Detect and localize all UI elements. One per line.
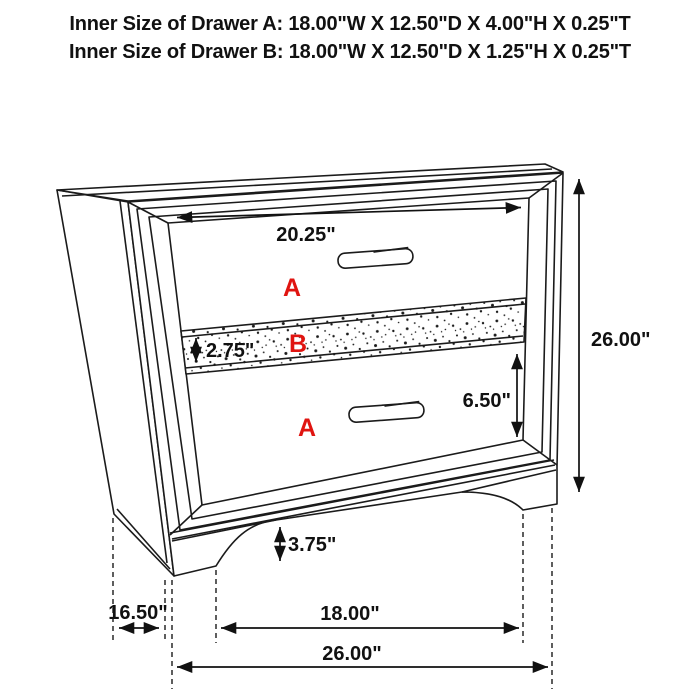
dim-overall-height-value: 26.00" — [591, 329, 651, 351]
dim-band-height-value: 2.75" — [206, 340, 255, 362]
dim-overall-width-value: 26.00" — [322, 643, 382, 665]
bottom-drawer-label: A — [297, 414, 317, 442]
band-label: B — [288, 330, 308, 358]
drawer-b-spec-text: Inner Size of Drawer B: 18.00"W X 12.50"D X 1.25"H X 0.25"T — [69, 41, 631, 63]
drawer-a-spec-text: Inner Size of Drawer A: 18.00"W X 12.50"D X 4.00"H X 0.25"T — [69, 13, 631, 35]
dim-foot-height-value: 3.75" — [288, 534, 337, 556]
dim-bottom-drawer-height-value: 6.50" — [462, 390, 511, 412]
top-drawer-label: A — [282, 274, 302, 302]
dim-feet-span-value: 18.00" — [320, 603, 380, 625]
dim-opening-width-value: 20.25" — [276, 224, 336, 246]
dim-side-depth-value: 16.50" — [108, 602, 168, 624]
